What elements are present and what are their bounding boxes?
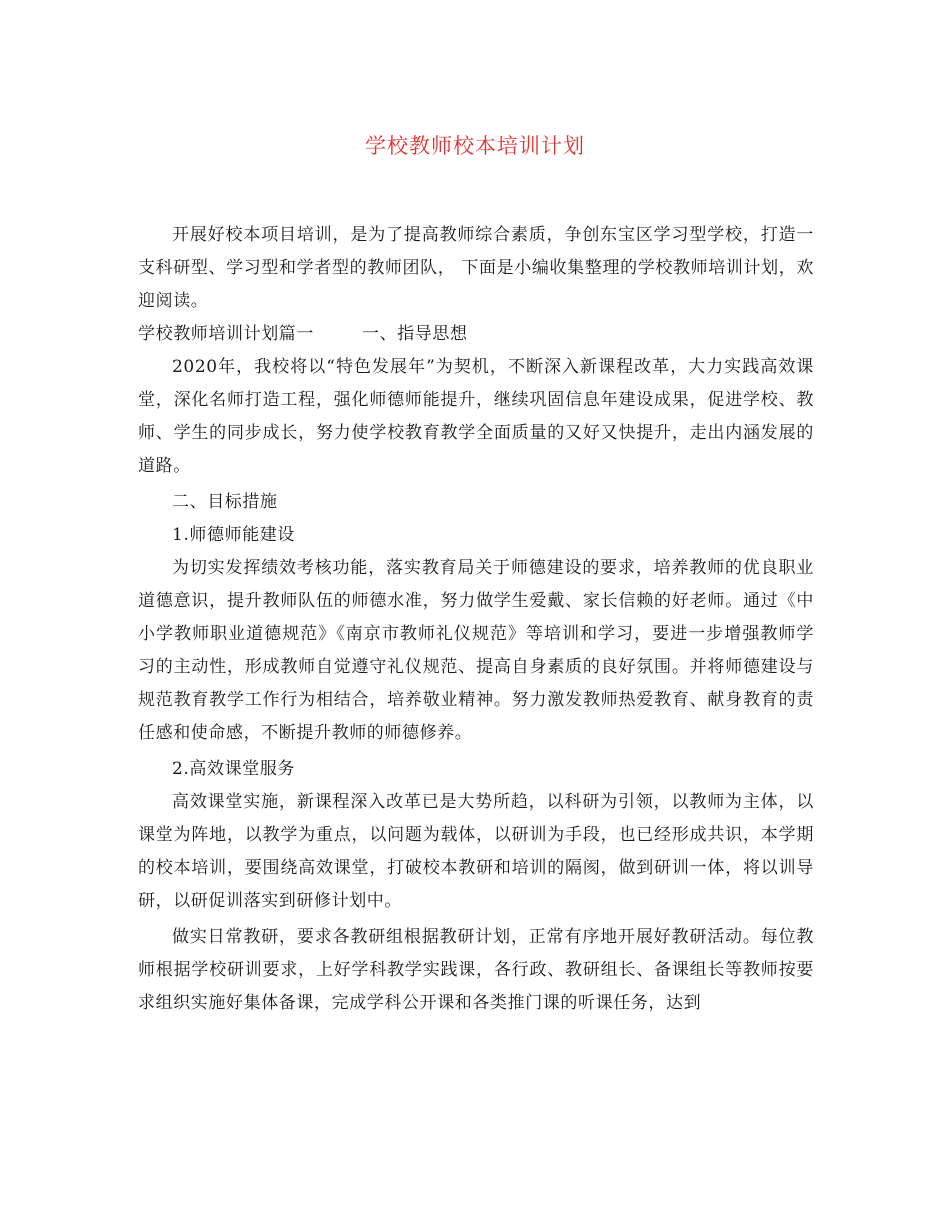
item1-paragraph: 为切实发挥绩效考核功能，落实教育局关于师德建设的要求，培养教师的优良职业道德意识，提升教师队伍的师德水准，努力做学生爱戴、家长信赖的好老师。通过《中小学教师职业道德规范》《南京市教师礼仪规范》等培训和学习，要进一步增强教师学习的主动性，形成教师自觉遵守礼仪规范、提高自身素质的良好氛围。并将师德建设与规范教育教学工作行为相结合，培养敬业精神。努力激发教师热爱教育、献身教育的责任感和使命感，不断提升教师的师德修养。: [138, 558, 814, 743]
item2-heading: 2.高效课堂服务: [172, 759, 296, 779]
section-heading-line: [138, 318, 814, 351]
intro-paragraph: 开展好校本项目培训，是为了提高教师综合素质，争创东宝区学习型学校，打造一支科研型、学习型和学者型的教师团队， 下面是小编收集整理的学校教师培训计划，欢迎阅读。: [138, 225, 814, 311]
goals-heading: 二、目标措施: [172, 492, 278, 512]
section-title: 学校教师培训计划篇一: [138, 324, 314, 344]
guiding-paragraph: 2020年，我校将以“特色发展年”为契机，不断深入新课程改革，大力实践高效课堂，深化名师打造工程，强化师德师能提升，继续巩固信息年建设成果，促进学校、教师、学生的同步成长，努力使学校教育教学全面质量的又好又快提升，走出内涵发展的道路。: [138, 357, 814, 476]
document-title: 学校教师校本培训计划: [365, 134, 585, 158]
document-body: [138, 219, 814, 1020]
item2-paragraph-2: 做实日常教研，要求各教研组根据教研计划，正常有序地开展好教研活动。每位教师根据学校研训要求，上好学科教学实践课，各行政、教研组长、备课组长等教师按要求组织实施好集体备课，完成学科公开课和各类推门课的听课任务，达到: [138, 927, 814, 1013]
guiding-heading: 一、指导思想: [362, 324, 468, 344]
item1-heading: 1.师德师能建设: [172, 525, 296, 545]
item2-paragraph: 高效课堂实施，新课程深入改革已是大势所趋，以科研为引领，以教师为主体，以课堂为阵地，以教学为重点，以问题为载体，以研训为手段，也已经形成共识，本学期的校本培训，要围绕高效课堂，打破校本教研和培训的隔阂，做到研训一体，将以训导研，以研促训落实到研修计划中。: [138, 792, 814, 911]
